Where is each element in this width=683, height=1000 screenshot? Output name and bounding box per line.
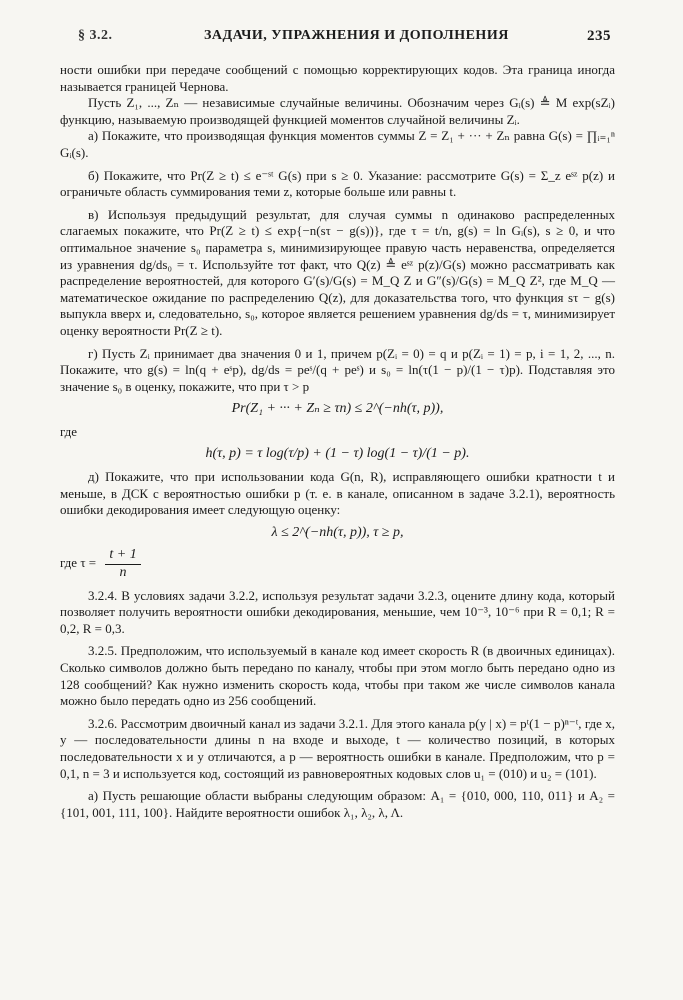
tau-definition-prefix: где τ = [60, 555, 97, 571]
problem-3-2-5: 3.2.5. Предположим, что используемый в канале код имеет скорость R (в двоичных единицах). Сколько символов должно быть передано по каналу, чтобы при этом могло быть передано одно из 128 сообщений? Как нужно изменить скорость кода, чтобы при таком же числе символов канала можно было передать одно из 256 сообщений. [60, 643, 615, 709]
problem-3-2-6-part-a: а) Пусть решающие области выбраны следующим образом: A₁ = {010, 000, 110, 011} и A₂ = {101, 001, 111, 100}. Найдите вероятности ошибок λ₁, λ₂, λ, Λ. [60, 788, 615, 820]
tau-denominator: n [119, 565, 127, 581]
running-title: ЗАДАЧИ, УПРАЖНЕНИЯ И ДОПОЛНЕНИЯ [204, 28, 509, 43]
paragraph-part-v: в) Используя предыдущий результат, для случая суммы n одинаково распределенных слагаемых покажите, что Pr(Z ≥ t) ≤ exp{−n(sτ − g(s))}, где τ = t/n, g(s) = ln Gᵢ(s), s ≥ 0, и что оптимальное значение s₀ параметра s, минимизирующее правую часть неравенства, определяется из уравнения dg/ds₀ = τ. Используйте тот факт, что Q(z) ≜ eˢᶻ p(z)/G(s) можно рассматривать как распределение вероятностей, для которого G′(s)/G(s) = M_Q Z и G″(s)/G(s) = M_Q Z², где M_Q — математическое ожидание по распределению Q(z), для доказательства того, что функция sτ − g(s) выпукла вверх и, следовательно, s₀, которое является решением уравнения dg/ds = τ, минимизирует оценку вероятности Pr(Z ≥ t). [60, 206, 615, 338]
paragraph-part-b: б) Покажите, что Pr(Z ≥ t) ≤ e⁻ˢᵗ G(s) при s ≥ 0. Указание: рассмотрите G(s) = Σ_z eˢᶻ p(z) и ограничьте область суммирования теми z, которые больше или равны t. [60, 167, 615, 200]
paragraph-part-a: а) Покажите, что производящая функция моментов суммы Z = Z₁ + ··· + Zₙ равна G(s) = ∏ᵢ₌₁ⁿ Gᵢ(s). [60, 128, 615, 160]
section-number: § 3.2. [78, 28, 113, 43]
paragraph-definition: Пусть Z₁, ..., Zₙ — независимые случайные величины. Обозначим через Gᵢ(s) ≜ M exp(sZᵢ) функцию, называемую производящей функцией моментов случайной величины Zᵢ. [60, 95, 615, 127]
problem-3-2-4: 3.2.4. В условиях задачи 3.2.2, используя результат задачи 3.2.3, оцените длину кода, который позволяет получить вероятности ошибки декодирования, меньшие, чем 10⁻³, 10⁻⁶ при R = 0,1; R = 0,2, R = 0,3. [60, 587, 615, 636]
tau-definition [60, 547, 615, 581]
lambda-bound-formula: λ ≤ 2^(−nh(τ, p)), τ ≥ p, [271, 524, 404, 540]
page-body [60, 62, 615, 821]
page-header [78, 28, 611, 50]
paragraph-part-g: г) Пусть Zᵢ принимает два значения 0 и 1, причем p(Zᵢ = 0) = q и p(Zᵢ = 1) = p, i = 1, 2, ..., n. Покажите, что g(s) = ln(q + eˢp), dg/ds = peˢ/(q + peˢ) и s₀ = ln(τ(1 − p)/(1 − τ)p). Подставляя это значение s₀ в оценку, покажите, что при τ > p [60, 345, 615, 394]
tau-numerator: t + 1 [105, 547, 140, 565]
paragraph-continuation: ности ошибки при передаче сообщений с помощью корректирующих кодов. Эта граница иногда называется границей Чернова. [60, 62, 615, 94]
paragraph-part-d: д) Покажите, что при использовании кода G(n, R), исправляющего ошибки кратности t и меньше, в ДСК с вероятностью ошибки p (т. е. в канале, описанном в задаче 3.2.1), вероятность ошибки декодирования имеет следующую оценку: [60, 469, 615, 518]
chernoff-bound-formula: Pr(Z₁ + ··· + Zₙ ≥ τn) ≤ 2^(−nh(τ, p)), [231, 401, 444, 417]
tau-fraction [105, 547, 140, 581]
entropy-formula: h(τ, p) = τ log(τ/p) + (1 − τ) log(1 − τ)/(1 − p). [205, 446, 470, 462]
where-label: где [60, 423, 78, 439]
problem-3-2-6: 3.2.6. Рассмотрим двоичный канал из задачи 3.2.1. Для этого канала p(y | x) = pᵗ(1 − p)ⁿ⁻ᵗ, где x, y — последовательности длины n на входе и выходе, t — количество позиций, в которых последовательности x и y отличаются, а p — вероятность ошибки в канале. Предположим, что p = 0,1, n = 3 и используется код, состоящий из равновероятных кодовых слов u₁ = (010) и u₂ = (101). [60, 715, 615, 781]
page-number: 235 [587, 28, 611, 44]
